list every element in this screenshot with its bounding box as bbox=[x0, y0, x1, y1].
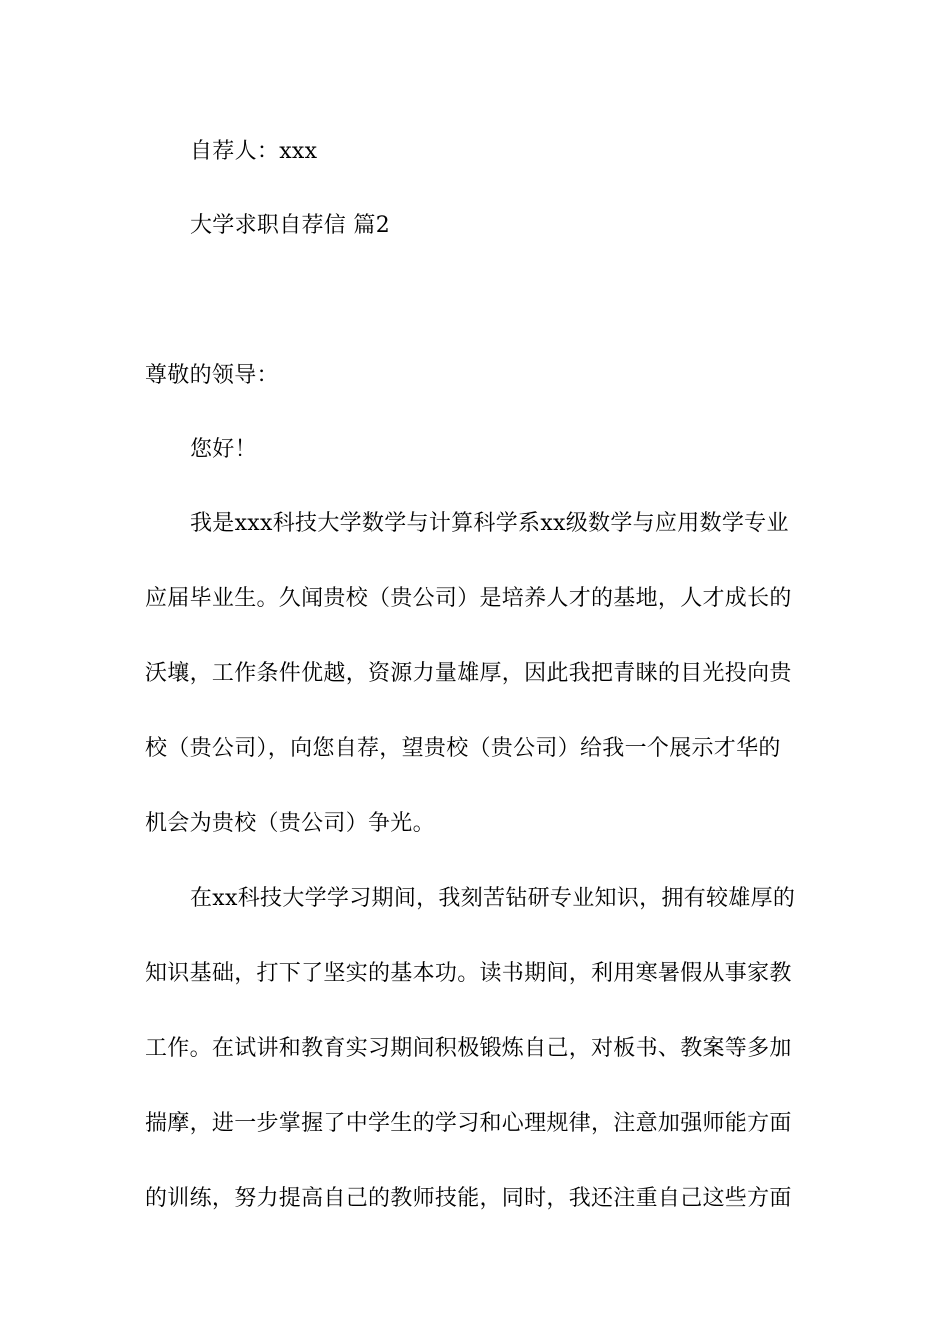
paragraph-1-line: 应届毕业生。久闻贵校（贵公司）是培养人才的基地，人才成长的 bbox=[145, 586, 792, 611]
paragraph-1-line: 我是xxx科技大学数学与计算科学系xx级数学与应用数学专业 bbox=[190, 511, 789, 536]
paragraph-1-line: 机会为贵校（贵公司）争光。 bbox=[145, 811, 435, 836]
paragraph-2-line: 揣摩，进一步掌握了中学生的学习和心理规律，注意加强师能方面 bbox=[145, 1111, 792, 1136]
paragraph-1-line: 沃壤，工作条件优越，资源力量雄厚，因此我把青睐的目光投向贵 bbox=[145, 661, 792, 686]
paragraph-1-line: 校（贵公司），向您自荐，望贵校（贵公司）给我一个展示才华的 bbox=[145, 736, 781, 761]
paragraph-2-line: 工作。在试讲和教育实习期间积极锻炼自己，对板书、教案等多加 bbox=[145, 1036, 792, 1061]
paragraph-2-line: 的训练，努力提高自己的教师技能，同时，我还注重自己这些方面 bbox=[145, 1186, 792, 1211]
paragraph-2-line: 在xx科技大学学习期间，我刻苦钻研专业知识，拥有较雄厚的 bbox=[190, 886, 796, 911]
greeting: 您好！ bbox=[190, 437, 257, 462]
letter-heading: 大学求职自荐信 篇2 bbox=[190, 213, 390, 238]
salutation: 尊敬的领导： bbox=[145, 363, 279, 388]
signature-line: 自荐人：xxx bbox=[190, 139, 318, 164]
paragraph-2-line: 知识基础，打下了坚实的基本功。读书期间，利用寒暑假从事家教 bbox=[145, 961, 792, 986]
